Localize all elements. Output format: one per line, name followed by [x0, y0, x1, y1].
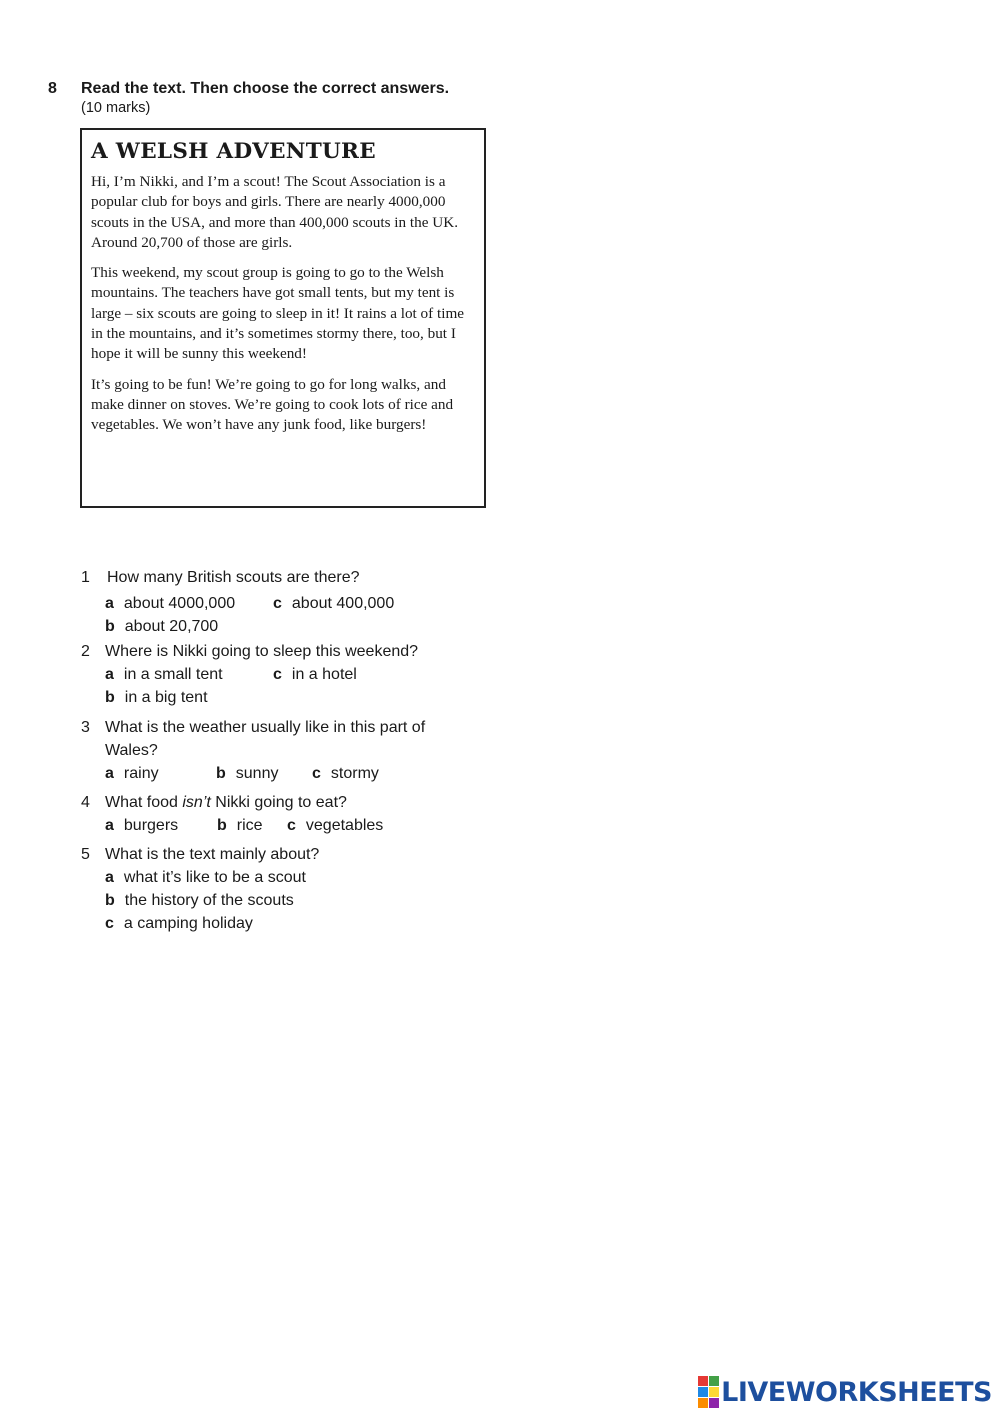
- option-text: about 20,700: [124, 618, 219, 635]
- question-text-continued: Wales?: [105, 742, 158, 759]
- option-letter: a: [105, 869, 114, 886]
- option-letter: a: [105, 817, 114, 834]
- logo-tile: [698, 1387, 708, 1397]
- exercise-instruction: Read the text. Then choose the correct answers.: [81, 80, 450, 97]
- reading-paragraph: It’s going to be fun! We’re going to go for long walks, and make dinner on stoves. We’re going to cook lots of rice and vegetables. We won’t have any junk food, like burgers!: [91, 375, 454, 434]
- option-text: about 400,000: [291, 595, 395, 612]
- question-text: What is the weather usually like in this part of: [105, 719, 426, 736]
- answer-option[interactable]: [105, 869, 306, 887]
- option-text: in a small tent: [123, 666, 223, 683]
- answer-option[interactable]: [216, 765, 278, 783]
- answer-option[interactable]: [105, 689, 208, 707]
- logo-tile: [698, 1376, 708, 1386]
- option-letter: b: [105, 618, 115, 635]
- question-number: 4: [81, 794, 90, 811]
- question-text: Where is Nikki going to sleep this weekend?: [105, 643, 419, 660]
- option-text: rice: [236, 817, 263, 834]
- answer-option[interactable]: [105, 892, 294, 910]
- question-text: [105, 791, 347, 814]
- logo-tiles-icon: [698, 1376, 719, 1408]
- option-letter: c: [273, 595, 282, 612]
- option-letter: c: [105, 915, 114, 932]
- answer-option[interactable]: [105, 666, 223, 684]
- option-text: stormy: [330, 765, 379, 782]
- logo-tile: [698, 1398, 708, 1408]
- question-text-emphasis: isn’t: [182, 794, 211, 811]
- logo-tile: [709, 1398, 719, 1408]
- option-letter: c: [312, 765, 321, 782]
- option-text: what it’s like to be a scout: [123, 869, 306, 886]
- logo-text: LIVEWORKSHEETS: [721, 1376, 992, 1408]
- option-text: rainy: [123, 765, 159, 782]
- option-text: vegetables: [305, 817, 384, 834]
- logo-tile: [709, 1387, 719, 1397]
- option-letter: c: [273, 666, 282, 683]
- option-letter: a: [105, 666, 114, 683]
- option-text: in a big tent: [124, 689, 208, 706]
- option-letter: a: [105, 765, 114, 782]
- option-letter: b: [217, 817, 227, 834]
- option-letter: b: [105, 689, 115, 706]
- answer-option[interactable]: [312, 765, 379, 783]
- liveworksheets-logo[interactable]: [698, 1377, 992, 1407]
- exercise-marks: (10 marks): [81, 100, 151, 116]
- answer-option[interactable]: [273, 595, 394, 613]
- option-letter: a: [105, 595, 114, 612]
- option-letter: b: [216, 765, 226, 782]
- question-number: 3: [81, 719, 90, 736]
- option-letter: b: [105, 892, 115, 909]
- answer-option[interactable]: [273, 666, 357, 684]
- answer-option[interactable]: [105, 595, 235, 613]
- answer-option[interactable]: [105, 618, 218, 636]
- reading-text-box: [80, 128, 486, 508]
- question-text: How many British scouts are there?: [107, 569, 360, 586]
- logo-tile: [709, 1376, 719, 1386]
- option-text: in a hotel: [291, 666, 357, 683]
- option-text: sunny: [235, 765, 279, 782]
- option-text: the history of the scouts: [124, 892, 294, 909]
- question-number: 5: [81, 846, 90, 863]
- option-text: a camping holiday: [123, 915, 253, 932]
- exercise-number: 8: [48, 80, 57, 97]
- reading-paragraph: This weekend, my scout group is going to go to the Welsh mountains. The teachers have got small tents, but my tent is large – six scouts are going to sleep in it! It rains a lot of time in the mountains, and it’s sometimes stormy there, too, but I hope it will be sunny this weekend!: [91, 264, 464, 363]
- reading-title: A WELSH ADVENTURE: [91, 139, 376, 164]
- answer-option[interactable]: [105, 765, 159, 783]
- question-text-end: Nikki going to eat?: [210, 794, 347, 811]
- answer-option[interactable]: [217, 817, 263, 835]
- question-text: What is the text mainly about?: [105, 846, 320, 863]
- option-text: about 4000,000: [123, 595, 236, 612]
- question-text-start: What food: [105, 794, 183, 811]
- question-number: 1: [81, 569, 90, 586]
- answer-option[interactable]: [105, 915, 253, 933]
- question-number: 2: [81, 643, 90, 660]
- option-letter: c: [287, 817, 296, 834]
- answer-option[interactable]: [105, 817, 178, 835]
- option-text: burgers: [123, 817, 179, 834]
- answer-option[interactable]: [287, 817, 383, 835]
- reading-paragraph: Hi, I’m Nikki, and I’m a scout! The Scout Association is a popular club for boys and girls. There are nearly 4000,000 scouts in the USA, and more than 400,000 scouts in the UK. Around 20,700 of those are girls.: [91, 173, 458, 251]
